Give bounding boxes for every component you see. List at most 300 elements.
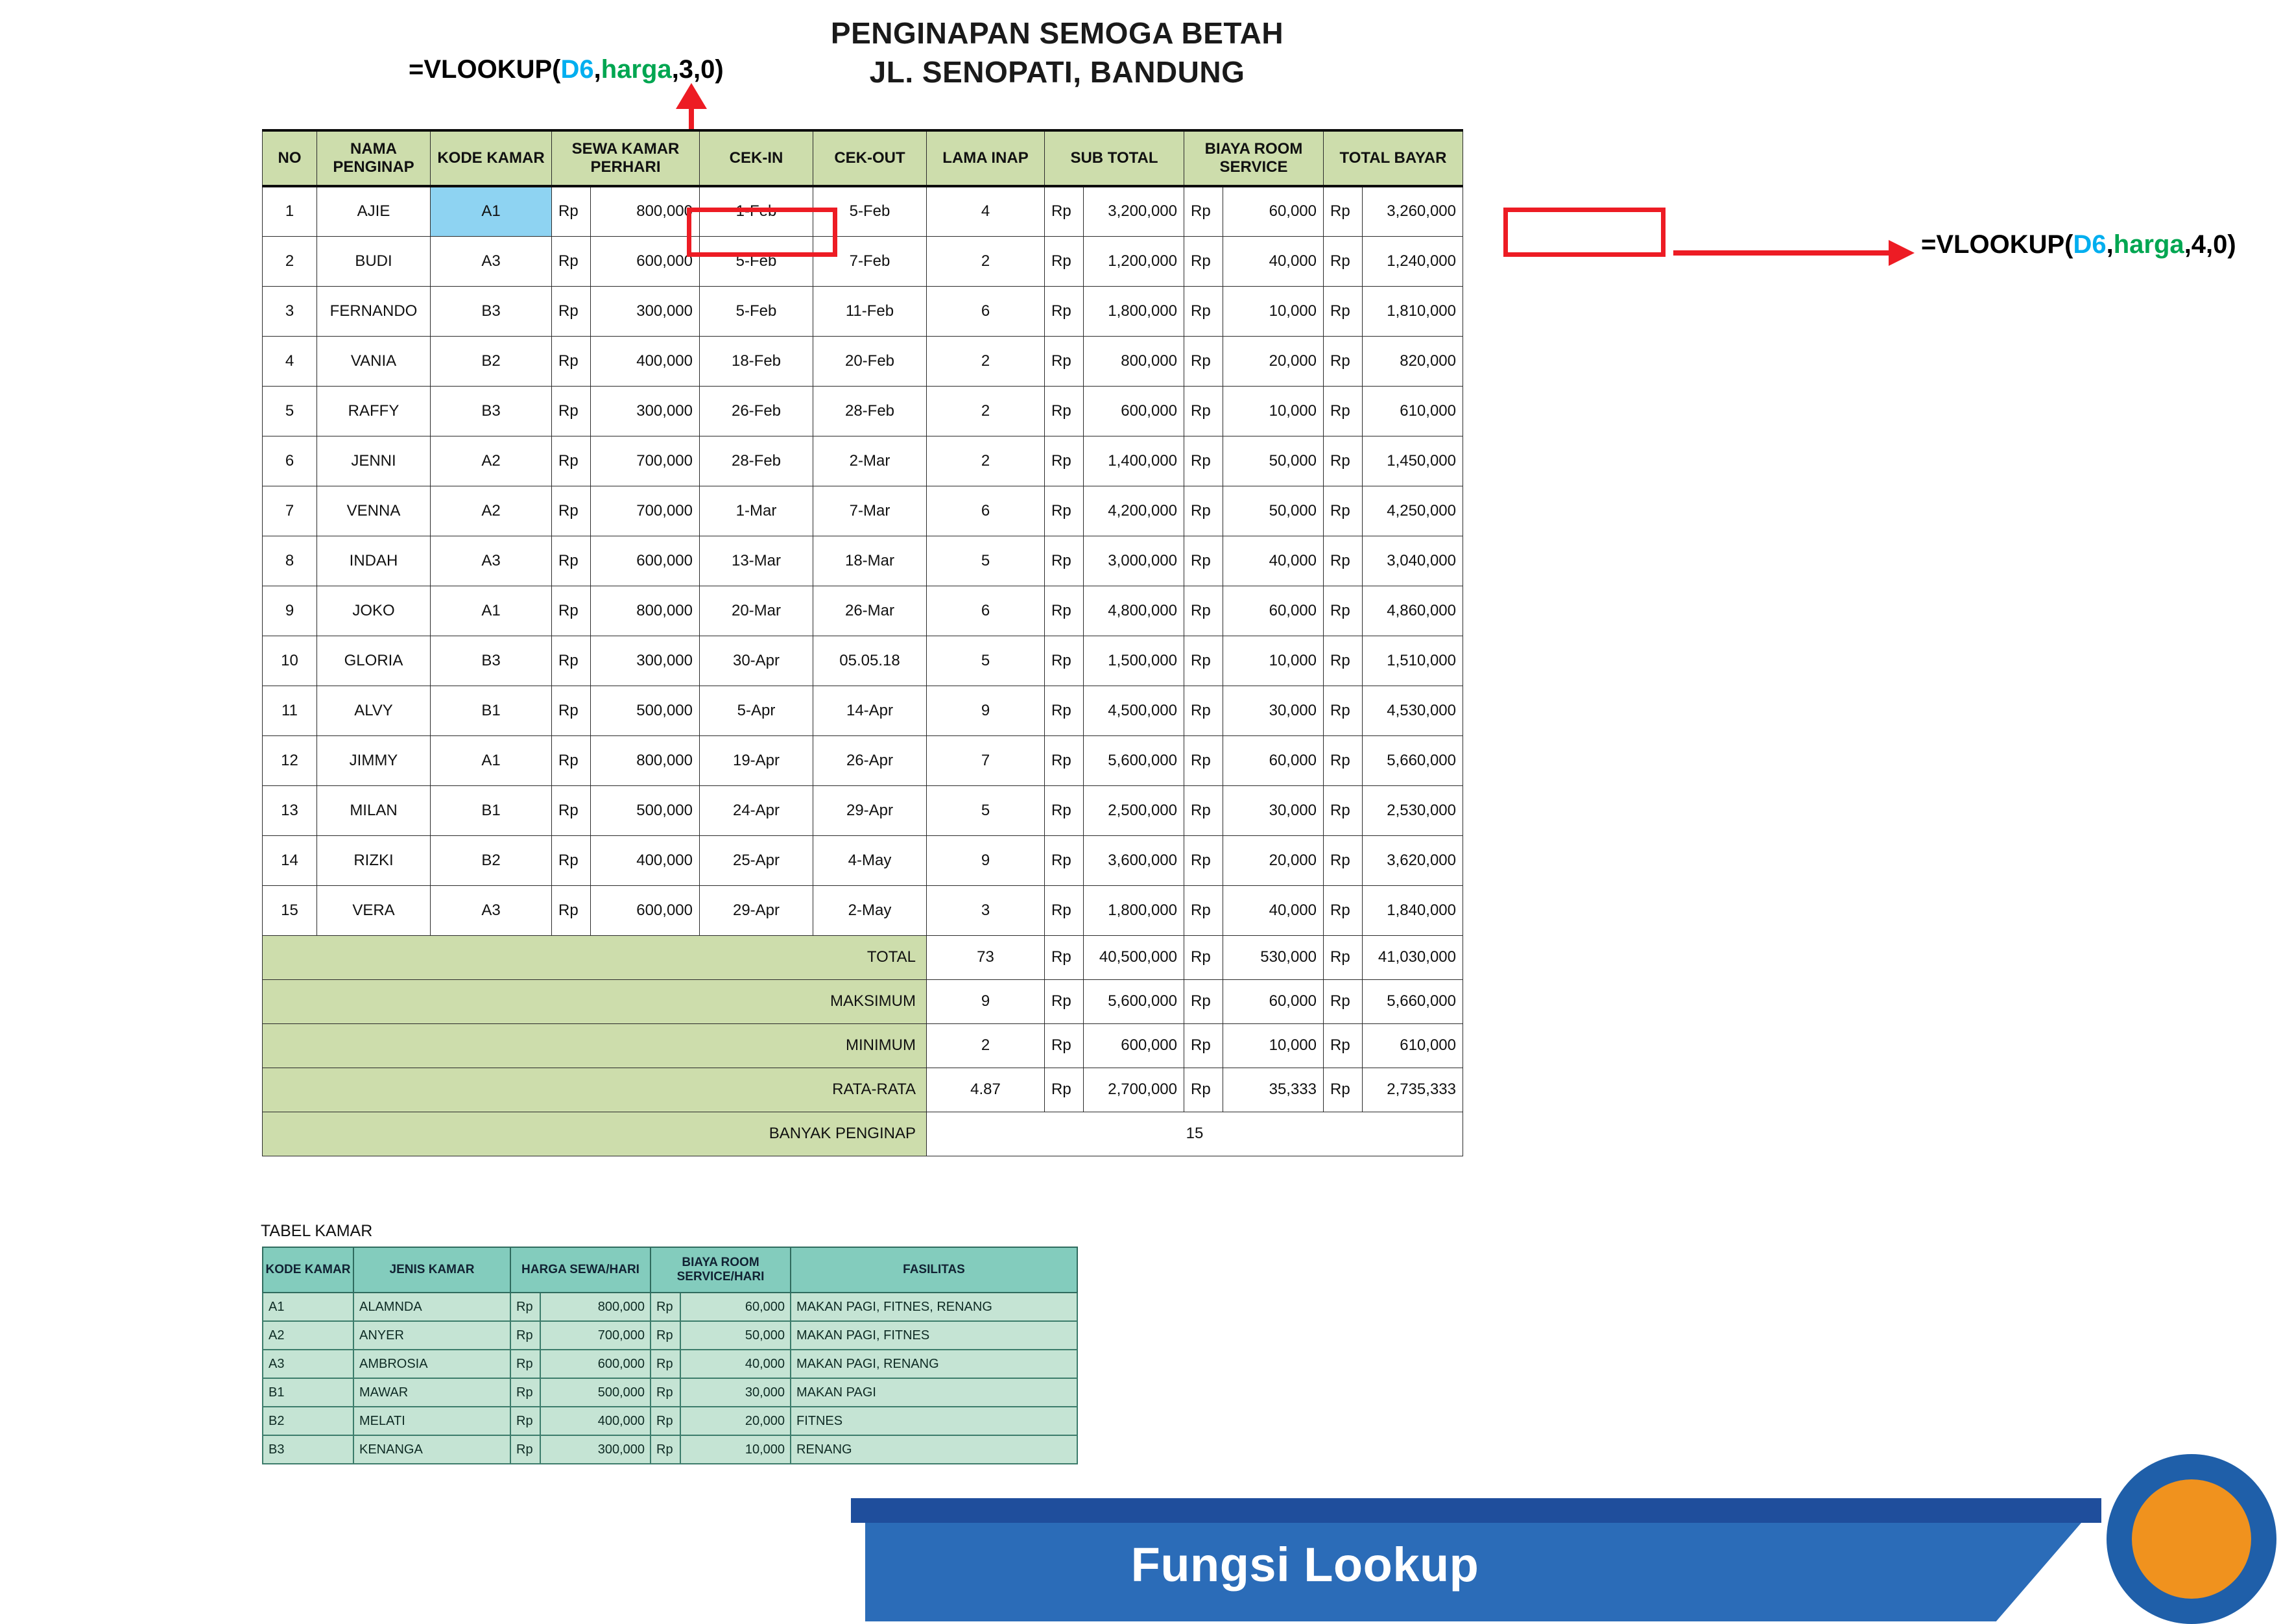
table-row <box>263 286 1463 336</box>
kamar-col-header-biaya-room-service: BIAYA ROOM SERVICE/HARI <box>651 1247 791 1293</box>
cell-cek-out: 26-Apr <box>813 735 927 785</box>
kamar-cell-fasilitas: MAKAN PAGI, FITNES <box>791 1321 1077 1350</box>
cell-cek-out: 18-Mar <box>813 536 927 586</box>
cell-sewa-currency-symbol: Rp <box>552 735 591 785</box>
cell-total-bayar: 4,860,000 <box>1363 586 1463 636</box>
cell-total-bayar: 1,810,000 <box>1363 286 1463 336</box>
summary-service-currency-symbol: Rp <box>1184 979 1223 1023</box>
cell-nama-penginap: RIZKI <box>317 835 431 885</box>
summary-service-currency-symbol: Rp <box>1184 1023 1223 1068</box>
summary-subtotal-currency-symbol: Rp <box>1045 979 1084 1023</box>
kamar-cell-service-currency-symbol: Rp <box>651 1407 680 1435</box>
cell-sewa-kamar-perhari: 400,000 <box>591 336 700 386</box>
cell-biaya-room-service: 40,000 <box>1223 885 1324 935</box>
cell-cek-in: 5-Feb <box>700 236 813 286</box>
cell-sub-total: 3,600,000 <box>1084 835 1184 885</box>
cell-kode-kamar[interactable]: B1 <box>431 785 552 835</box>
cell-no: 8 <box>263 536 317 586</box>
summary-total-bayar: 41,030,000 <box>1363 935 1463 979</box>
cell-service-currency-symbol: Rp <box>1184 286 1223 336</box>
cell-no: 13 <box>263 785 317 835</box>
formula-comma: , <box>593 55 601 84</box>
col-header-biaya-room-service: BIAYA ROOM SERVICE <box>1184 130 1324 186</box>
cell-lama-inap: 2 <box>927 236 1045 286</box>
cell-nama-penginap: FERNANDO <box>317 286 431 336</box>
cell-no: 15 <box>263 885 317 935</box>
kamar-cell-harga-currency-symbol: Rp <box>510 1407 540 1435</box>
table-body <box>263 186 1463 1156</box>
kamar-table-body <box>263 1293 1077 1464</box>
cell-sub-total: 800,000 <box>1084 336 1184 386</box>
kamar-cell-service-currency-symbol: Rp <box>651 1321 680 1350</box>
summary-service-currency-symbol: Rp <box>1184 935 1223 979</box>
cell-subtotal-currency-symbol: Rp <box>1045 236 1084 286</box>
cell-sewa-currency-symbol: Rp <box>552 686 591 735</box>
cell-sub-total: 4,800,000 <box>1084 586 1184 636</box>
summary-biaya-room-service: 60,000 <box>1223 979 1324 1023</box>
table-row <box>263 236 1463 286</box>
main-data-table <box>262 129 1463 1156</box>
cell-service-currency-symbol: Rp <box>1184 835 1223 885</box>
cell-cek-in: 30-Apr <box>700 636 813 686</box>
table-row <box>263 785 1463 835</box>
formula-cell-ref: D6 <box>560 55 594 84</box>
annotation-arrow-horizontal-shaft <box>1673 250 1894 256</box>
cell-sewa-currency-symbol: Rp <box>552 785 591 835</box>
cell-sewa-kamar-perhari: 700,000 <box>591 436 700 486</box>
cell-subtotal-currency-symbol: Rp <box>1045 735 1084 785</box>
slide-title <box>746 14 1368 92</box>
cell-lama-inap: 6 <box>927 286 1045 336</box>
summary-subtotal-currency-symbol: Rp <box>1045 1068 1084 1112</box>
kamar-cell-kode: A3 <box>263 1350 353 1378</box>
kamar-cell-biaya-room-service: 30,000 <box>680 1378 791 1407</box>
cell-no: 9 <box>263 586 317 636</box>
col-header-sub-total: SUB TOTAL <box>1045 130 1184 186</box>
cell-sewa-currency-symbol: Rp <box>552 835 591 885</box>
kamar-cell-kode: B1 <box>263 1378 353 1407</box>
cell-service-currency-symbol: Rp <box>1184 336 1223 386</box>
cell-total-currency-symbol: Rp <box>1324 735 1363 785</box>
cell-biaya-room-service: 30,000 <box>1223 785 1324 835</box>
kamar-table-row <box>263 1350 1077 1378</box>
cell-biaya-room-service: 40,000 <box>1223 236 1324 286</box>
cell-total-currency-symbol: Rp <box>1324 336 1363 386</box>
cell-no: 14 <box>263 835 317 885</box>
summary-row <box>263 1068 1463 1112</box>
cell-sub-total: 1,200,000 <box>1084 236 1184 286</box>
kamar-cell-service-currency-symbol: Rp <box>651 1293 680 1321</box>
cell-sewa-currency-symbol: Rp <box>552 885 591 935</box>
summary-sub-total: 40,500,000 <box>1084 935 1184 979</box>
cell-kode-kamar[interactable]: B3 <box>431 286 552 336</box>
cell-service-currency-symbol: Rp <box>1184 386 1223 436</box>
summary-total-bayar: 610,000 <box>1363 1023 1463 1068</box>
kamar-cell-harga-sewa: 400,000 <box>540 1407 651 1435</box>
kamar-cell-biaya-room-service: 60,000 <box>680 1293 791 1321</box>
cell-nama-penginap: BUDI <box>317 236 431 286</box>
cell-total-bayar: 3,040,000 <box>1363 536 1463 586</box>
table-row <box>263 486 1463 536</box>
cell-total-bayar: 1,240,000 <box>1363 236 1463 286</box>
banner-decoration-dot <box>2132 1479 2251 1599</box>
kamar-cell-service-currency-symbol: Rp <box>651 1435 680 1464</box>
cell-cek-in: 13-Mar <box>700 536 813 586</box>
cell-service-currency-symbol: Rp <box>1184 785 1223 835</box>
cell-cek-in: 1-Mar <box>700 486 813 536</box>
cell-sewa-currency-symbol: Rp <box>552 636 591 686</box>
kamar-cell-fasilitas: MAKAN PAGI, RENANG <box>791 1350 1077 1378</box>
cell-kode-kamar[interactable]: A3 <box>431 536 552 586</box>
table-row <box>263 885 1463 935</box>
summary-total-currency-symbol: Rp <box>1324 1023 1363 1068</box>
cell-nama-penginap: JIMMY <box>317 735 431 785</box>
cell-service-currency-symbol: Rp <box>1184 536 1223 586</box>
cell-cek-in: 18-Feb <box>700 336 813 386</box>
summary-lama-inap: 9 <box>927 979 1045 1023</box>
cell-nama-penginap: JENNI <box>317 436 431 486</box>
cell-biaya-room-service: 40,000 <box>1223 536 1324 586</box>
table-row <box>263 835 1463 885</box>
cell-subtotal-currency-symbol: Rp <box>1045 686 1084 735</box>
cell-kode-kamar[interactable]: A1 <box>431 586 552 636</box>
kamar-cell-harga-sewa: 600,000 <box>540 1350 651 1378</box>
kamar-cell-harga-currency-symbol: Rp <box>510 1435 540 1464</box>
cell-subtotal-currency-symbol: Rp <box>1045 286 1084 336</box>
cell-service-currency-symbol: Rp <box>1184 636 1223 686</box>
kamar-cell-harga-sewa: 300,000 <box>540 1435 651 1464</box>
cell-total-currency-symbol: Rp <box>1324 835 1363 885</box>
summary-sub-total: 600,000 <box>1084 1023 1184 1068</box>
hotel-address: JL. SENOPATI, BANDUNG <box>869 54 1245 89</box>
cell-nama-penginap: INDAH <box>317 536 431 586</box>
cell-sewa-currency-symbol: Rp <box>552 486 591 536</box>
cell-kode-kamar[interactable]: B2 <box>431 336 552 386</box>
cell-biaya-room-service: 50,000 <box>1223 436 1324 486</box>
kamar-cell-fasilitas: MAKAN PAGI <box>791 1378 1077 1407</box>
cell-cek-in: 24-Apr <box>700 785 813 835</box>
cell-sub-total: 4,200,000 <box>1084 486 1184 536</box>
cell-kode-kamar[interactable]: B2 <box>431 835 552 885</box>
cell-sub-total: 1,500,000 <box>1084 636 1184 686</box>
summary-lama-inap: 2 <box>927 1023 1045 1068</box>
summary-total-currency-symbol: Rp <box>1324 979 1363 1023</box>
cell-cek-out: 2-Mar <box>813 436 927 486</box>
kamar-cell-harga-sewa: 700,000 <box>540 1321 651 1350</box>
cell-sewa-currency-symbol: Rp <box>552 436 591 486</box>
cell-lama-inap: 2 <box>927 386 1045 436</box>
cell-subtotal-currency-symbol: Rp <box>1045 436 1084 486</box>
cell-sewa-currency-symbol: Rp <box>552 386 591 436</box>
cell-sewa-currency-symbol: Rp <box>552 186 591 236</box>
cell-nama-penginap: RAFFY <box>317 386 431 436</box>
cell-cek-in: 26-Feb <box>700 386 813 436</box>
cell-no: 1 <box>263 186 317 236</box>
kamar-cell-harga-currency-symbol: Rp <box>510 1350 540 1378</box>
summary-biaya-room-service: 530,000 <box>1223 935 1324 979</box>
summary-sub-total: 5,600,000 <box>1084 979 1184 1023</box>
cell-subtotal-currency-symbol: Rp <box>1045 586 1084 636</box>
cell-subtotal-currency-symbol: Rp <box>1045 835 1084 885</box>
kamar-cell-kode: B2 <box>263 1407 353 1435</box>
cell-cek-out: 28-Feb <box>813 386 927 436</box>
cell-no: 12 <box>263 735 317 785</box>
cell-lama-inap: 2 <box>927 336 1045 386</box>
cell-nama-penginap: VANIA <box>317 336 431 386</box>
bottom-banner <box>851 1498 2148 1621</box>
cell-no: 2 <box>263 236 317 286</box>
cell-biaya-room-service: 50,000 <box>1223 486 1324 536</box>
cell-nama-penginap: GLORIA <box>317 636 431 686</box>
summary-biaya-room-service: 35,333 <box>1223 1068 1324 1112</box>
annotation-arrow-horizontal-head <box>1889 240 1915 266</box>
kamar-cell-kode: A2 <box>263 1321 353 1350</box>
cell-cek-in: 5-Feb <box>700 286 813 336</box>
summary-total-currency-symbol: Rp <box>1324 1068 1363 1112</box>
cell-nama-penginap: MILAN <box>317 785 431 835</box>
cell-cek-out: 7-Mar <box>813 486 927 536</box>
kamar-table-row <box>263 1407 1077 1435</box>
cell-sewa-kamar-perhari: 700,000 <box>591 486 700 536</box>
annotation-arrow-vertical-head <box>676 83 707 109</box>
cell-service-currency-symbol: Rp <box>1184 186 1223 236</box>
cell-sewa-kamar-perhari: 300,000 <box>591 386 700 436</box>
cell-lama-inap: 5 <box>927 536 1045 586</box>
summary-label: MINIMUM <box>263 1023 927 1068</box>
cell-biaya-room-service: 30,000 <box>1223 686 1324 735</box>
cell-cek-in: 19-Apr <box>700 735 813 785</box>
summary-row <box>263 1023 1463 1068</box>
highlight-box-room-service-cell <box>1503 208 1666 257</box>
summary-label: RATA-RATA <box>263 1068 927 1112</box>
cell-total-bayar: 3,620,000 <box>1363 835 1463 885</box>
cell-kode-kamar[interactable]: A3 <box>431 236 552 286</box>
cell-lama-inap: 7 <box>927 735 1045 785</box>
cell-subtotal-currency-symbol: Rp <box>1045 785 1084 835</box>
cell-total-currency-symbol: Rp <box>1324 486 1363 536</box>
cell-nama-penginap: VERA <box>317 885 431 935</box>
kamar-col-header-jenis-kamar: JENIS KAMAR <box>353 1247 510 1293</box>
cell-nama-penginap: ALVY <box>317 686 431 735</box>
cell-subtotal-currency-symbol: Rp <box>1045 186 1084 236</box>
cell-service-currency-symbol: Rp <box>1184 236 1223 286</box>
cell-nama-penginap: VENNA <box>317 486 431 536</box>
cell-kode-kamar[interactable]: A2 <box>431 486 552 536</box>
cell-no: 3 <box>263 286 317 336</box>
cell-total-bayar: 1,450,000 <box>1363 436 1463 486</box>
cell-sub-total: 4,500,000 <box>1084 686 1184 735</box>
cell-cek-in: 1-Feb <box>700 186 813 236</box>
cell-service-currency-symbol: Rp <box>1184 735 1223 785</box>
cell-total-bayar: 3,260,000 <box>1363 186 1463 236</box>
formula-suffix: ,4,0) <box>2184 230 2236 259</box>
cell-total-bayar: 4,530,000 <box>1363 686 1463 735</box>
cell-subtotal-currency-symbol: Rp <box>1045 386 1084 436</box>
table-row <box>263 735 1463 785</box>
summary-label: MAKSIMUM <box>263 979 927 1023</box>
cell-sewa-kamar-perhari: 600,000 <box>591 536 700 586</box>
tabel-kamar-caption: TABEL KAMAR <box>261 1222 373 1240</box>
summary-total-bayar: 2,735,333 <box>1363 1068 1463 1112</box>
cell-nama-penginap: AJIE <box>317 186 431 236</box>
cell-cek-out: 4-May <box>813 835 927 885</box>
cell-sub-total: 3,200,000 <box>1084 186 1184 236</box>
col-header-kode-kamar: KODE KAMAR <box>431 130 552 186</box>
cell-sewa-kamar-perhari: 500,000 <box>591 686 700 735</box>
kamar-cell-fasilitas: MAKAN PAGI, FITNES, RENANG <box>791 1293 1077 1321</box>
cell-sewa-kamar-perhari: 400,000 <box>591 835 700 885</box>
cell-sewa-currency-symbol: Rp <box>552 236 591 286</box>
cell-subtotal-currency-symbol: Rp <box>1045 536 1084 586</box>
count-value: 15 <box>927 1112 1463 1156</box>
cell-cek-in: 20-Mar <box>700 586 813 636</box>
cell-total-bayar: 2,530,000 <box>1363 785 1463 835</box>
cell-biaya-room-service: 10,000 <box>1223 386 1324 436</box>
count-label: BANYAK PENGINAP <box>263 1112 927 1156</box>
cell-sewa-kamar-perhari: 600,000 <box>591 885 700 935</box>
cell-cek-out: 2-May <box>813 885 927 935</box>
formula-cell-ref: D6 <box>2073 230 2107 259</box>
kamar-cell-service-currency-symbol: Rp <box>651 1350 680 1378</box>
cell-cek-out: 26-Mar <box>813 586 927 636</box>
cell-total-bayar: 820,000 <box>1363 336 1463 386</box>
cell-nama-penginap: JOKO <box>317 586 431 636</box>
summary-lama-inap: 73 <box>927 935 1045 979</box>
kamar-table-row <box>263 1293 1077 1321</box>
cell-cek-out: 5-Feb <box>813 186 927 236</box>
cell-kode-kamar[interactable]: A3 <box>431 885 552 935</box>
cell-biaya-room-service: 10,000 <box>1223 636 1324 686</box>
cell-service-currency-symbol: Rp <box>1184 586 1223 636</box>
kamar-cell-harga-sewa: 800,000 <box>540 1293 651 1321</box>
cell-total-currency-symbol: Rp <box>1324 686 1363 735</box>
table-row <box>263 436 1463 486</box>
summary-sub-total: 2,700,000 <box>1084 1068 1184 1112</box>
cell-sewa-kamar-perhari: 600,000 <box>591 236 700 286</box>
table-row <box>263 536 1463 586</box>
col-header-nama-penginap: NAMA PENGINAP <box>317 130 431 186</box>
formula-prefix: =VLOOKUP( <box>409 55 561 84</box>
cell-no: 11 <box>263 686 317 735</box>
cell-sewa-kamar-perhari: 300,000 <box>591 636 700 686</box>
banner-title: Fungsi Lookup <box>1130 1538 1479 1592</box>
cell-sub-total: 3,000,000 <box>1084 536 1184 586</box>
cell-cek-in: 5-Apr <box>700 686 813 735</box>
formula-range-name: harga <box>601 55 672 84</box>
formula-range-name: harga <box>2113 230 2184 259</box>
kamar-cell-biaya-room-service: 40,000 <box>680 1350 791 1378</box>
kamar-cell-fasilitas: RENANG <box>791 1435 1077 1464</box>
cell-total-currency-symbol: Rp <box>1324 186 1363 236</box>
cell-lama-inap: 5 <box>927 785 1045 835</box>
cell-total-bayar: 4,250,000 <box>1363 486 1463 536</box>
kamar-cell-jenis: ALAMNDA <box>353 1293 510 1321</box>
kamar-table-row <box>263 1321 1077 1350</box>
summary-row <box>263 979 1463 1023</box>
cell-subtotal-currency-symbol: Rp <box>1045 636 1084 686</box>
cell-lama-inap: 3 <box>927 885 1045 935</box>
cell-no: 10 <box>263 636 317 686</box>
kamar-table-row <box>263 1378 1077 1407</box>
col-header-cek-out: CEK-OUT <box>813 130 927 186</box>
cell-sewa-kamar-perhari: 800,000 <box>591 586 700 636</box>
cell-biaya-room-service: 20,000 <box>1223 835 1324 885</box>
cell-sub-total: 1,800,000 <box>1084 885 1184 935</box>
kamar-cell-jenis: ANYER <box>353 1321 510 1350</box>
cell-biaya-room-service: 60,000 <box>1223 735 1324 785</box>
cell-biaya-room-service: 60,000 <box>1223 186 1324 236</box>
cell-lama-inap: 4 <box>927 186 1045 236</box>
cell-sub-total: 2,500,000 <box>1084 785 1184 835</box>
col-header-no: NO <box>263 130 317 186</box>
cell-sewa-currency-symbol: Rp <box>552 536 591 586</box>
cell-no: 5 <box>263 386 317 436</box>
cell-cek-in: 29-Apr <box>700 885 813 935</box>
summary-row <box>263 935 1463 979</box>
cell-cek-in: 28-Feb <box>700 436 813 486</box>
cell-kode-kamar[interactable]: A1 <box>431 186 552 236</box>
cell-kode-kamar[interactable]: B3 <box>431 386 552 436</box>
cell-total-currency-symbol: Rp <box>1324 885 1363 935</box>
kamar-cell-jenis: MAWAR <box>353 1378 510 1407</box>
cell-total-currency-symbol: Rp <box>1324 436 1363 486</box>
cell-kode-kamar[interactable]: A1 <box>431 735 552 785</box>
kamar-cell-harga-currency-symbol: Rp <box>510 1321 540 1350</box>
cell-lama-inap: 2 <box>927 436 1045 486</box>
col-header-sewa-kamar-perhari: SEWA KAMAR PERHARI <box>552 130 700 186</box>
cell-total-bayar: 1,510,000 <box>1363 636 1463 686</box>
cell-kode-kamar[interactable]: B1 <box>431 686 552 735</box>
hotel-name: PENGINAPAN SEMOGA BETAH <box>830 16 1284 50</box>
banner-top-strip <box>851 1498 2101 1523</box>
cell-kode-kamar[interactable]: B3 <box>431 636 552 686</box>
room-reference-table <box>262 1247 1078 1464</box>
summary-total-currency-symbol: Rp <box>1324 935 1363 979</box>
table-row <box>263 336 1463 386</box>
col-header-cek-in: CEK-IN <box>700 130 813 186</box>
cell-lama-inap: 6 <box>927 486 1045 536</box>
cell-sub-total: 1,400,000 <box>1084 436 1184 486</box>
kamar-cell-jenis: KENANGA <box>353 1435 510 1464</box>
cell-no: 6 <box>263 436 317 486</box>
kamar-cell-jenis: MELATI <box>353 1407 510 1435</box>
cell-cek-out: 7-Feb <box>813 236 927 286</box>
cell-service-currency-symbol: Rp <box>1184 885 1223 935</box>
cell-subtotal-currency-symbol: Rp <box>1045 486 1084 536</box>
kamar-header-row <box>263 1247 1077 1293</box>
cell-sewa-kamar-perhari: 500,000 <box>591 785 700 835</box>
cell-no: 7 <box>263 486 317 536</box>
cell-service-currency-symbol: Rp <box>1184 486 1223 536</box>
cell-total-currency-symbol: Rp <box>1324 536 1363 586</box>
cell-cek-in: 25-Apr <box>700 835 813 885</box>
cell-lama-inap: 9 <box>927 686 1045 735</box>
kamar-cell-biaya-room-service: 20,000 <box>680 1407 791 1435</box>
summary-total-bayar: 5,660,000 <box>1363 979 1463 1023</box>
table-row <box>263 586 1463 636</box>
table-row <box>263 386 1463 436</box>
cell-total-currency-symbol: Rp <box>1324 785 1363 835</box>
kamar-cell-kode: A1 <box>263 1293 353 1321</box>
cell-biaya-room-service: 20,000 <box>1223 336 1324 386</box>
kamar-cell-harga-currency-symbol: Rp <box>510 1378 540 1407</box>
cell-sewa-kamar-perhari: 800,000 <box>591 735 700 785</box>
summary-service-currency-symbol: Rp <box>1184 1068 1223 1112</box>
table-row <box>263 186 1463 236</box>
cell-cek-out: 20-Feb <box>813 336 927 386</box>
cell-kode-kamar[interactable]: A2 <box>431 436 552 486</box>
count-row <box>263 1112 1463 1156</box>
